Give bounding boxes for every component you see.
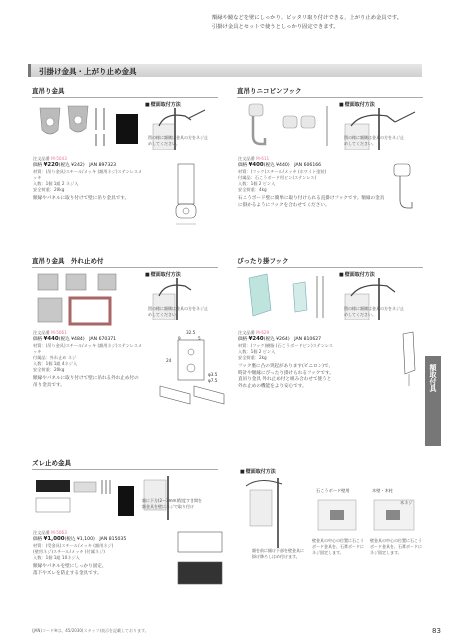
spec-block-p4 [238, 330, 388, 390]
howto-label-p2: ■ 壁面取付方法 [339, 101, 375, 108]
hook-illustration [249, 104, 315, 144]
contents-p4: 入数：1個 2 ピン入 [238, 349, 276, 354]
dimension-diagram-p1 [168, 158, 218, 230]
dim-label: 9 [178, 336, 181, 341]
footer-note: (JAN)コード※は、45/2030(スタッフ)表示を記載しております。 [32, 628, 149, 633]
material-p2: 材質：(フック)スチール/メッキ (ホワイト塗装) [238, 169, 327, 174]
hanger-bracket-illustration [40, 106, 88, 134]
product-photo-p5 [32, 472, 138, 522]
callout-2: 額を前に傾け下部を壁金具に 掛け降ろしはめ付けます。 [252, 548, 304, 559]
page-number: 83 [432, 627, 441, 635]
mount-note-p1: 図の様に額側は金具の方をネジ止めしてください。 [148, 135, 208, 146]
material2-p3: 付属品：外れ止め ネジ [33, 355, 77, 360]
board-wall-label: 石こうボード壁用 [316, 488, 350, 493]
board-wall-diagram [314, 496, 364, 536]
screw-label: 木ネジ [400, 500, 413, 505]
code-row-p1: 注文品番 M-5043 [33, 156, 67, 161]
wood-wall-note: 壁金具の中心の位置に石こうボード金具を、石膏ボードにネジ固定します。 [370, 538, 422, 555]
wood-wall-diagram [370, 496, 422, 536]
code-row-p2: 注文品番 M-611 [238, 156, 270, 161]
mount-note-p2: 図の様に額側は金具の方をネジ止めしてください。 [344, 135, 404, 146]
spec-block-p1 [33, 156, 143, 203]
product-photo-p1 [32, 100, 142, 150]
price-row-p4: 価格 ¥240(税込 ¥264) JAN 810627 [238, 336, 322, 342]
contents-p1: 入数：1個 1組 2 ネジ入 [33, 181, 79, 186]
howto-label-p5: ■ 壁面取付方法 [240, 468, 276, 475]
section-title: 引掛け金具・上がり止め金具 [39, 67, 137, 76]
material-p1: 材質：(吊り金具)スチール/メッキ (額用ネジ)ステンレスメッキ [33, 169, 143, 180]
clear-hook-illustration [249, 274, 271, 316]
wood-wall-label: 木壁・木柱 [372, 488, 393, 493]
load-p2: 安全荷重：4kg [238, 187, 267, 192]
intro-line-1: 額縁や鏡などを壁にしっかり、ピッタリ取り付けできる、上がり止め金具です。 [212, 15, 403, 21]
mount-note-p3: 図の様に額側は金具の方をネジ止めしてください。 [148, 306, 208, 317]
note-p3: 額縁やパネルに取り付けて壁に吊れる外れ止め付の吊り金具です。 [33, 376, 139, 388]
contents-p3: 入数：1個 1組 4ネジ入 [33, 361, 78, 366]
product-title-p5: ズレ止め金具 [32, 459, 71, 467]
material2-p2: 付属品：石こうボード用ピン(ステンレス) [238, 175, 317, 180]
spec-block-p3 [33, 330, 143, 389]
load-p1: 安全荷重：20kg [33, 187, 65, 192]
product-title-p2: 直吊りニコピンフック [237, 87, 302, 95]
callout-1: 額に下方(2〜3mm)程度すき間を 額金具を壁にネジで取り付け [142, 498, 203, 509]
dim-label: φ7.5 [208, 378, 218, 383]
material-p3: 材質：(吊り金具)スチール/メッキ (額用ネジ)ステンレスメッキ [33, 343, 143, 354]
code-row-p5: 注文品番 M-5063 [33, 530, 67, 535]
dimension-diagram-p5 [170, 524, 234, 592]
note-p2: 石こうボード壁に簡単に取り付けられる直掛けフックです。額縁の金具に掛かるようにフックを合わせてください。 [238, 196, 385, 208]
intro-line-2: 引掛け金具とセットで使うとしっかり固定できます。 [212, 24, 339, 30]
dim-label: φ3.5 [208, 372, 218, 377]
frame-sample [70, 298, 110, 324]
product-photo-p4 [237, 270, 333, 326]
dim-label: 5 [198, 336, 201, 341]
contents-p2: 入数：1個 2 ピン入 [238, 181, 276, 186]
howto-label-p3: ■ 壁面取付方法 [145, 271, 181, 278]
spec-block-p2 [238, 156, 388, 209]
product-title-p4: ぴったり掛フック [237, 257, 289, 265]
mount-diagram-p5-b [240, 478, 304, 548]
dimension-diagram-p4 [395, 330, 423, 390]
material-p4: 材質：(フック)樹脂 (石こうボードピン)ステンレス [238, 343, 333, 348]
material2-p5: (壁用ネジ)スチール/メッキ (付属ネジ) [33, 549, 105, 554]
load-p3: 安全荷重：20kg [33, 367, 65, 372]
price-row-p1: 価格 ¥220(税込 ¥242) JAN 897323 [33, 162, 117, 168]
code-row-p3: 注文品番 M-5061 [33, 330, 67, 335]
board-wall-note: 壁金具の中心の位置に石こうボード金具を、石膏ボードにネジ固定します。 [312, 538, 364, 555]
product-title-p3: 直吊り金具 外れ止め付 [32, 257, 104, 265]
material-p5: 材質：(受金具)スチール/メッキ (額用ネジ) [33, 543, 114, 548]
screw-illustration [96, 108, 104, 146]
load-p4: 安全荷重：2kg [238, 355, 267, 360]
price-row-p3: 価格 ¥440(税込 ¥484) JAN 670371 [33, 336, 117, 342]
product-photo-p2 [237, 100, 337, 150]
spec-block-p5 [33, 530, 163, 577]
dimension-diagram-p2 [386, 158, 426, 218]
note-p5: 額縁やパネルを壁にしっかり固定、 落下やズレを防止する金具です。 [33, 564, 107, 576]
price-row-p2: 価格 ¥400(税込 ¥440) JAN 606166 [238, 162, 322, 168]
product-title-p1: 直吊り金具 [32, 87, 65, 95]
product-photo-p3 [32, 270, 142, 326]
mount-note-p4: 図の様に額側は金具の方をネジ止めしてください。 [344, 306, 404, 317]
intro-text [212, 14, 442, 32]
dimension-diagram-p3 [150, 330, 234, 406]
frame-sample [116, 114, 138, 144]
dim-label: 32.5 [186, 330, 196, 335]
price-row-p5: 価格 ¥1,000(税込 ¥1,100) JAN 815035 [33, 536, 127, 542]
code-row-p4: 注文品番 M-629 [238, 330, 270, 335]
howto-label-p1: ■ 壁面取付方法 [145, 101, 181, 108]
contents-p5: 入数：1個 1組 10ネジ入 [33, 555, 80, 560]
side-tab-label: 額取付具 [429, 364, 437, 392]
howto-label-p4: ■ 壁面取付方法 [339, 271, 375, 278]
side-category-tab[interactable] [425, 356, 441, 446]
section-header [28, 64, 422, 77]
note-p1: 額縁やパネルに取り付けて壁に吊り金具です。 [33, 196, 130, 201]
note-p4: フック裏に凸の突起があります(ビニロン)で、 時計や額縁にぴったり掛けられるフックです。 直吊り金具 外れ止め付と組み合わせて使うと 外れ止めの機能をより安心です。 [238, 364, 334, 389]
dim-label: 24 [166, 358, 172, 363]
